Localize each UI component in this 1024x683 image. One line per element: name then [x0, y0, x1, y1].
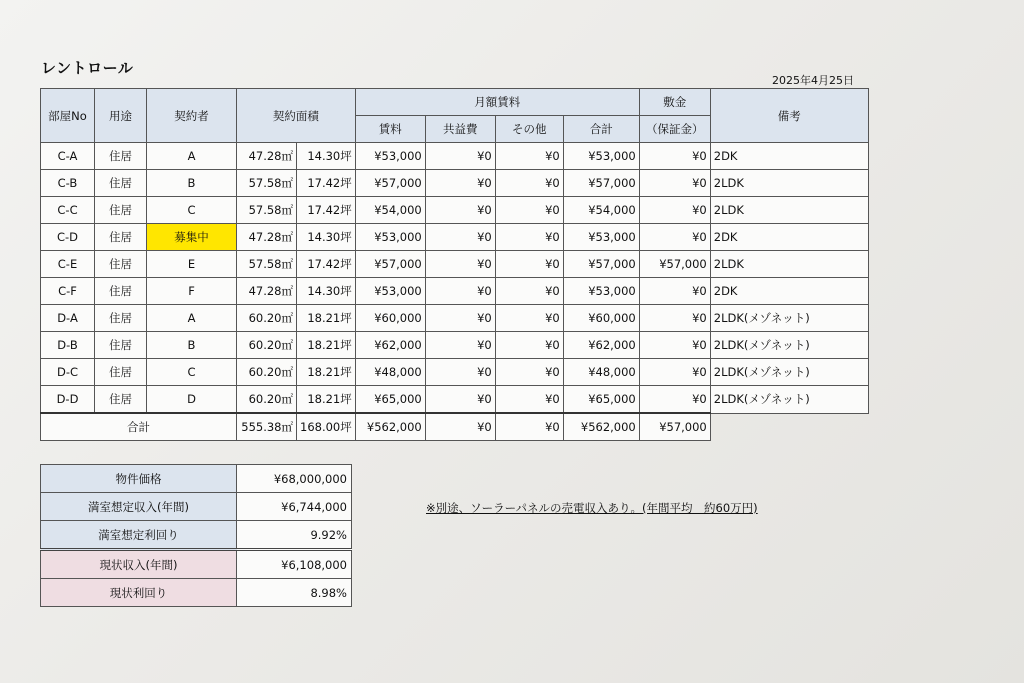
full-yield-label: 満室想定利回り — [41, 521, 237, 550]
cell-tenant: B — [147, 332, 237, 359]
cell-common-fee: ¥0 — [425, 386, 495, 414]
cell-other-fee: ¥0 — [495, 332, 563, 359]
cell-remarks: 2DK — [710, 224, 868, 251]
cell-deposit: ¥0 — [639, 170, 710, 197]
totals-row — [41, 413, 869, 441]
cell-remarks: 2LDK(メゾネット) — [710, 386, 868, 414]
cell-deposit: ¥0 — [639, 359, 710, 386]
cell-area-sqm: 57.58㎡ — [237, 170, 297, 197]
cell-other-fee: ¥0 — [495, 170, 563, 197]
table-row — [41, 332, 869, 359]
summary-current-income-row — [41, 550, 352, 579]
cell-deposit: ¥0 — [639, 278, 710, 305]
cell-room-no: C-D — [41, 224, 95, 251]
cell-other-fee: ¥0 — [495, 224, 563, 251]
cell-remarks: 2LDK(メゾネット) — [710, 305, 868, 332]
totals-common: ¥0 — [425, 413, 495, 441]
cell-monthly-total: ¥57,000 — [563, 170, 639, 197]
cell-other-fee: ¥0 — [495, 197, 563, 224]
totals-total: ¥562,000 — [563, 413, 639, 441]
cell-deposit: ¥0 — [639, 224, 710, 251]
cell-common-fee: ¥0 — [425, 170, 495, 197]
cell-monthly-total: ¥65,000 — [563, 386, 639, 414]
cell-room-no: C-E — [41, 251, 95, 278]
cell-rent: ¥60,000 — [355, 305, 425, 332]
price-value: ¥68,000,000 — [237, 465, 352, 493]
table-row — [41, 143, 869, 170]
header-rent: 賃料 — [355, 116, 425, 143]
cell-area-tsubo: 14.30坪 — [297, 143, 356, 170]
header-tenant: 契約者 — [147, 89, 237, 143]
cell-common-fee: ¥0 — [425, 251, 495, 278]
cell-other-fee: ¥0 — [495, 359, 563, 386]
price-label: 物件価格 — [41, 465, 237, 493]
cell-rent: ¥48,000 — [355, 359, 425, 386]
cell-area-sqm: 57.58㎡ — [237, 197, 297, 224]
current-income-label: 現状収入(年間) — [41, 550, 237, 579]
totals-tsubo: 168.00坪 — [297, 413, 356, 441]
header-common-fee: 共益費 — [425, 116, 495, 143]
header-remarks: 備考 — [710, 89, 868, 143]
cell-common-fee: ¥0 — [425, 332, 495, 359]
cell-room-no: C-C — [41, 197, 95, 224]
cell-area-tsubo: 14.30坪 — [297, 278, 356, 305]
cell-area-tsubo: 18.21坪 — [297, 359, 356, 386]
header-monthly-rent: 月額賃料 — [355, 89, 639, 116]
totals-deposit: ¥57,000 — [639, 413, 710, 441]
header-subtotal: 合計 — [563, 116, 639, 143]
cell-remarks: 2DK — [710, 278, 868, 305]
cell-rent: ¥57,000 — [355, 251, 425, 278]
cell-tenant: A — [147, 143, 237, 170]
cell-room-no: C-B — [41, 170, 95, 197]
header-other: その他 — [495, 116, 563, 143]
current-yield-value: 8.98% — [237, 579, 352, 607]
summary-full-yield-row — [41, 521, 352, 550]
cell-monthly-total: ¥54,000 — [563, 197, 639, 224]
cell-common-fee: ¥0 — [425, 143, 495, 170]
cell-other-fee: ¥0 — [495, 251, 563, 278]
cell-room-no: D-A — [41, 305, 95, 332]
cell-remarks: 2LDK — [710, 251, 868, 278]
full-income-value: ¥6,744,000 — [237, 493, 352, 521]
cell-area-sqm: 47.28㎡ — [237, 224, 297, 251]
cell-tenant: 募集中 — [147, 224, 237, 251]
cell-usage: 住居 — [95, 143, 147, 170]
cell-usage: 住居 — [95, 386, 147, 414]
cell-other-fee: ¥0 — [495, 143, 563, 170]
table-row — [41, 224, 869, 251]
totals-label: 合計 — [41, 413, 237, 441]
current-income-value: ¥6,108,000 — [237, 550, 352, 579]
cell-room-no: D-C — [41, 359, 95, 386]
table-row — [41, 251, 869, 278]
cell-rent: ¥53,000 — [355, 143, 425, 170]
cell-usage: 住居 — [95, 170, 147, 197]
cell-area-tsubo: 18.21坪 — [297, 332, 356, 359]
cell-room-no: D-B — [41, 332, 95, 359]
cell-common-fee: ¥0 — [425, 197, 495, 224]
cell-deposit: ¥0 — [639, 386, 710, 414]
header-row-1 — [41, 89, 869, 116]
cell-area-sqm: 60.20㎡ — [237, 305, 297, 332]
table-row — [41, 197, 869, 224]
cell-area-tsubo: 17.42坪 — [297, 197, 356, 224]
cell-tenant: C — [147, 359, 237, 386]
cell-remarks: 2LDK(メゾネット) — [710, 332, 868, 359]
cell-area-tsubo: 14.30坪 — [297, 224, 356, 251]
cell-usage: 住居 — [95, 359, 147, 386]
cell-deposit: ¥0 — [639, 332, 710, 359]
document-title: レントロール — [41, 59, 134, 77]
cell-remarks: 2LDK(メゾネット) — [710, 359, 868, 386]
cell-tenant: A — [147, 305, 237, 332]
cell-room-no: C-A — [41, 143, 95, 170]
current-yield-label: 現状利回り — [41, 579, 237, 607]
cell-area-tsubo: 17.42坪 — [297, 170, 356, 197]
cell-rent: ¥65,000 — [355, 386, 425, 414]
header-deposit-sub: （保証金） — [639, 116, 710, 143]
cell-usage: 住居 — [95, 224, 147, 251]
cell-other-fee: ¥0 — [495, 278, 563, 305]
cell-usage: 住居 — [95, 278, 147, 305]
cell-area-sqm: 60.20㎡ — [237, 332, 297, 359]
cell-other-fee: ¥0 — [495, 305, 563, 332]
cell-remarks: 2DK — [710, 143, 868, 170]
cell-common-fee: ¥0 — [425, 224, 495, 251]
cell-area-sqm: 60.20㎡ — [237, 359, 297, 386]
document-date: 2025年4月25日 — [772, 74, 854, 87]
cell-remarks: 2LDK — [710, 197, 868, 224]
header-area: 契約面積 — [237, 89, 356, 143]
cell-area-sqm: 60.20㎡ — [237, 386, 297, 414]
cell-tenant: F — [147, 278, 237, 305]
cell-room-no: C-F — [41, 278, 95, 305]
cell-monthly-total: ¥60,000 — [563, 305, 639, 332]
cell-common-fee: ¥0 — [425, 305, 495, 332]
header-usage: 用途 — [95, 89, 147, 143]
cell-other-fee: ¥0 — [495, 386, 563, 414]
cell-deposit: ¥0 — [639, 143, 710, 170]
cell-common-fee: ¥0 — [425, 278, 495, 305]
table-row — [41, 386, 869, 414]
full-income-label: 満室想定収入(年間) — [41, 493, 237, 521]
cell-room-no: D-D — [41, 386, 95, 414]
cell-deposit: ¥0 — [639, 197, 710, 224]
totals-rent: ¥562,000 — [355, 413, 425, 441]
cell-area-tsubo: 18.21坪 — [297, 386, 356, 414]
cell-rent: ¥62,000 — [355, 332, 425, 359]
cell-monthly-total: ¥53,000 — [563, 224, 639, 251]
solar-note: ※別途、ソーラーパネルの売電収入あり。(年間平均 約60万円) — [426, 501, 758, 515]
cell-area-sqm: 47.28㎡ — [237, 278, 297, 305]
cell-monthly-total: ¥57,000 — [563, 251, 639, 278]
summary-full-income-row — [41, 493, 352, 521]
cell-area-tsubo: 17.42坪 — [297, 251, 356, 278]
summary-current-yield-row — [41, 579, 352, 607]
table-row — [41, 278, 869, 305]
cell-deposit: ¥0 — [639, 305, 710, 332]
header-deposit: 敷金 — [639, 89, 710, 116]
table-row — [41, 359, 869, 386]
cell-deposit: ¥57,000 — [639, 251, 710, 278]
totals-sqm: 555.38㎡ — [237, 413, 297, 441]
cell-area-sqm: 47.28㎡ — [237, 143, 297, 170]
cell-rent: ¥53,000 — [355, 278, 425, 305]
table-row — [41, 170, 869, 197]
cell-rent: ¥57,000 — [355, 170, 425, 197]
cell-monthly-total: ¥62,000 — [563, 332, 639, 359]
cell-monthly-total: ¥53,000 — [563, 278, 639, 305]
totals-other: ¥0 — [495, 413, 563, 441]
cell-usage: 住居 — [95, 251, 147, 278]
full-yield-value: 9.92% — [237, 521, 352, 550]
cell-usage: 住居 — [95, 197, 147, 224]
totals-empty — [710, 413, 868, 441]
summary-table — [40, 464, 352, 607]
cell-usage: 住居 — [95, 332, 147, 359]
cell-tenant: B — [147, 170, 237, 197]
cell-area-sqm: 57.58㎡ — [237, 251, 297, 278]
cell-rent: ¥54,000 — [355, 197, 425, 224]
cell-tenant: E — [147, 251, 237, 278]
cell-monthly-total: ¥48,000 — [563, 359, 639, 386]
summary-price-row — [41, 465, 352, 493]
cell-tenant: D — [147, 386, 237, 414]
table-row — [41, 305, 869, 332]
cell-common-fee: ¥0 — [425, 359, 495, 386]
header-room-no: 部屋No — [41, 89, 95, 143]
cell-remarks: 2LDK — [710, 170, 868, 197]
cell-rent: ¥53,000 — [355, 224, 425, 251]
cell-tenant: C — [147, 197, 237, 224]
rent-roll-table — [40, 88, 869, 441]
cell-usage: 住居 — [95, 305, 147, 332]
cell-area-tsubo: 18.21坪 — [297, 305, 356, 332]
cell-monthly-total: ¥53,000 — [563, 143, 639, 170]
